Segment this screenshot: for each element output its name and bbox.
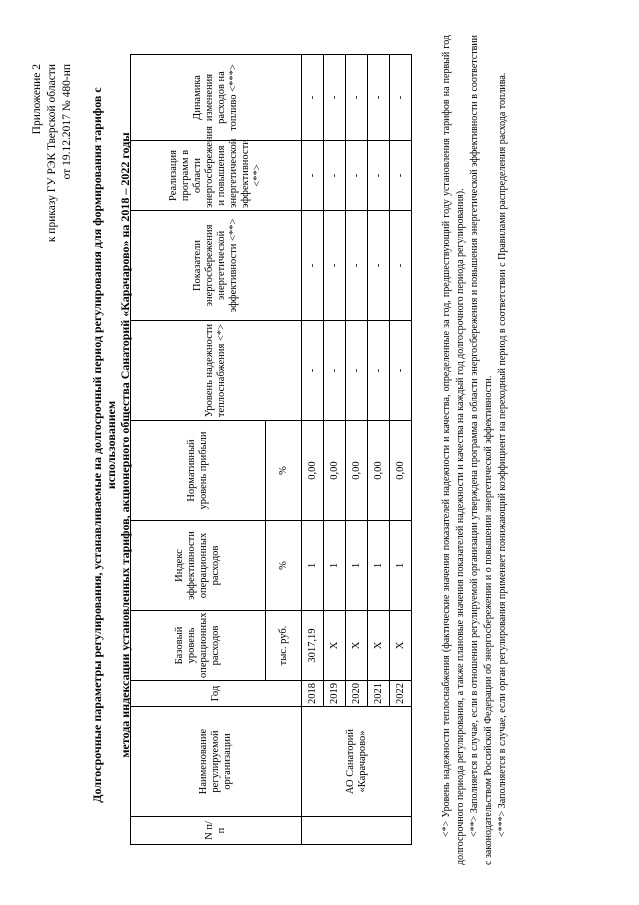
cell-energy-saving: -	[368, 211, 390, 321]
appendix-header	[30, 64, 75, 242]
cell-year: 2022	[390, 681, 412, 707]
document-title	[90, 45, 132, 845]
header-profit-level: Нормативный уровень прибыли	[131, 421, 266, 521]
cell-program: -	[346, 141, 368, 211]
header-organization: Наименование регулируемой организации	[131, 707, 302, 817]
header-year: Год	[131, 681, 302, 707]
header-num: N п/п	[131, 817, 302, 845]
cell-reliability: -	[346, 321, 368, 421]
cell-profit-level: 0,00	[346, 421, 368, 521]
cell-base-level: 3017,19	[302, 611, 324, 681]
cell-program: -	[390, 141, 412, 211]
cell-year: 2019	[324, 681, 346, 707]
cell-efficiency-index: 1	[346, 521, 368, 611]
cell-efficiency-index: 1	[302, 521, 324, 611]
footnote-energy-program: <**> Заполняется в случае, если в отношении регулируемой организации утверждена программа в области энергосбережения и повышения энергетической эффективности в соответствии с законодательством Российской Федерации об энергосбережении и о повышении энергетической эффективности.	[469, 35, 494, 865]
cell-base-level: Х	[346, 611, 368, 681]
unit-base-level: тыс. руб.	[266, 611, 302, 681]
cell-profit-level: 0,00	[302, 421, 324, 521]
unit-efficiency-index: %	[266, 521, 302, 611]
cell-energy-saving: -	[390, 211, 412, 321]
cell-reliability: -	[302, 321, 324, 421]
cell-energy-saving: -	[302, 211, 324, 321]
cell-fuel-dynamics: -	[302, 55, 324, 141]
cell-efficiency-index: 1	[390, 521, 412, 611]
cell-fuel-dynamics: -	[324, 55, 346, 141]
header-reliability: Уровень надежности теплоснабжения <*>	[131, 321, 302, 421]
footnote-reliability: <*> Уровень надежности теплоснабжения (фактические значения показателей надежности и качества, определенные за год, предшествующий году установления тарифов на первый год долгосрочного периода регулирования, а также плановые значения показателей надежности и качества на каждый год долгосрочного периода регулирования).	[441, 35, 466, 865]
footnotes	[440, 35, 510, 865]
cell-num	[302, 817, 412, 845]
cell-efficiency-index: 1	[324, 521, 346, 611]
cell-energy-saving: -	[346, 211, 368, 321]
cell-year: 2021	[368, 681, 390, 707]
cell-reliability: -	[368, 321, 390, 421]
cell-fuel-dynamics: -	[346, 55, 368, 141]
unit-profit-level: %	[266, 421, 302, 521]
footnote-fuel: <***> Заполняется в случае, если орган регулирования применяет понижающий коэффициент на переходный период в соответствии с Правилами распределения расхода топлива.	[497, 72, 508, 837]
header-fuel-dynamics: Динамика изменения расходов на топливо <***>	[131, 55, 302, 141]
header-program: Реализация программ в области энергосбережения и повышения энергетической эффективности <**>	[131, 141, 302, 211]
header-base-level: Базовый уровень операционных расходов	[131, 611, 266, 681]
cell-program: -	[302, 141, 324, 211]
cell-energy-saving: -	[324, 211, 346, 321]
cell-program: -	[324, 141, 346, 211]
appendix-number: Приложение 2	[31, 64, 43, 135]
cell-profit-level: 0,00	[390, 421, 412, 521]
cell-base-level: Х	[368, 611, 390, 681]
header-energy-saving: Показатели энергосбережения энергетической эффективности <**>	[131, 211, 302, 321]
cell-year: 2020	[346, 681, 368, 707]
title-line-1: Долгосрочные параметры регулирования, устанавливаемые на долгосрочный период регулирования для формирования тарифов с использованием	[90, 87, 118, 803]
cell-organization: АО Санаторий «Карачарово»	[302, 707, 412, 817]
cell-profit-level: 0,00	[368, 421, 390, 521]
cell-fuel-dynamics: -	[368, 55, 390, 141]
cell-base-level: Х	[324, 611, 346, 681]
header-efficiency-index: Индекс эффективности операционных расходов	[131, 521, 266, 611]
parameters-table	[130, 54, 412, 845]
cell-program: -	[368, 141, 390, 211]
appendix-date: от 19.12.2017 № 480-нп	[61, 64, 73, 180]
cell-reliability: -	[390, 321, 412, 421]
cell-fuel-dynamics: -	[390, 55, 412, 141]
cell-base-level: Х	[390, 611, 412, 681]
cell-reliability: -	[324, 321, 346, 421]
cell-efficiency-index: 1	[368, 521, 390, 611]
table-row	[302, 55, 324, 845]
cell-profit-level: 0,00	[324, 421, 346, 521]
cell-year: 2018	[302, 681, 324, 707]
title-line-2: метода индексации установленных тарифов, акционерного общества Санаторий «Карачарово» на 2018 – 2022 годы	[118, 132, 132, 758]
appendix-order: к приказу ГУ РЭК Тверской области	[46, 64, 58, 243]
